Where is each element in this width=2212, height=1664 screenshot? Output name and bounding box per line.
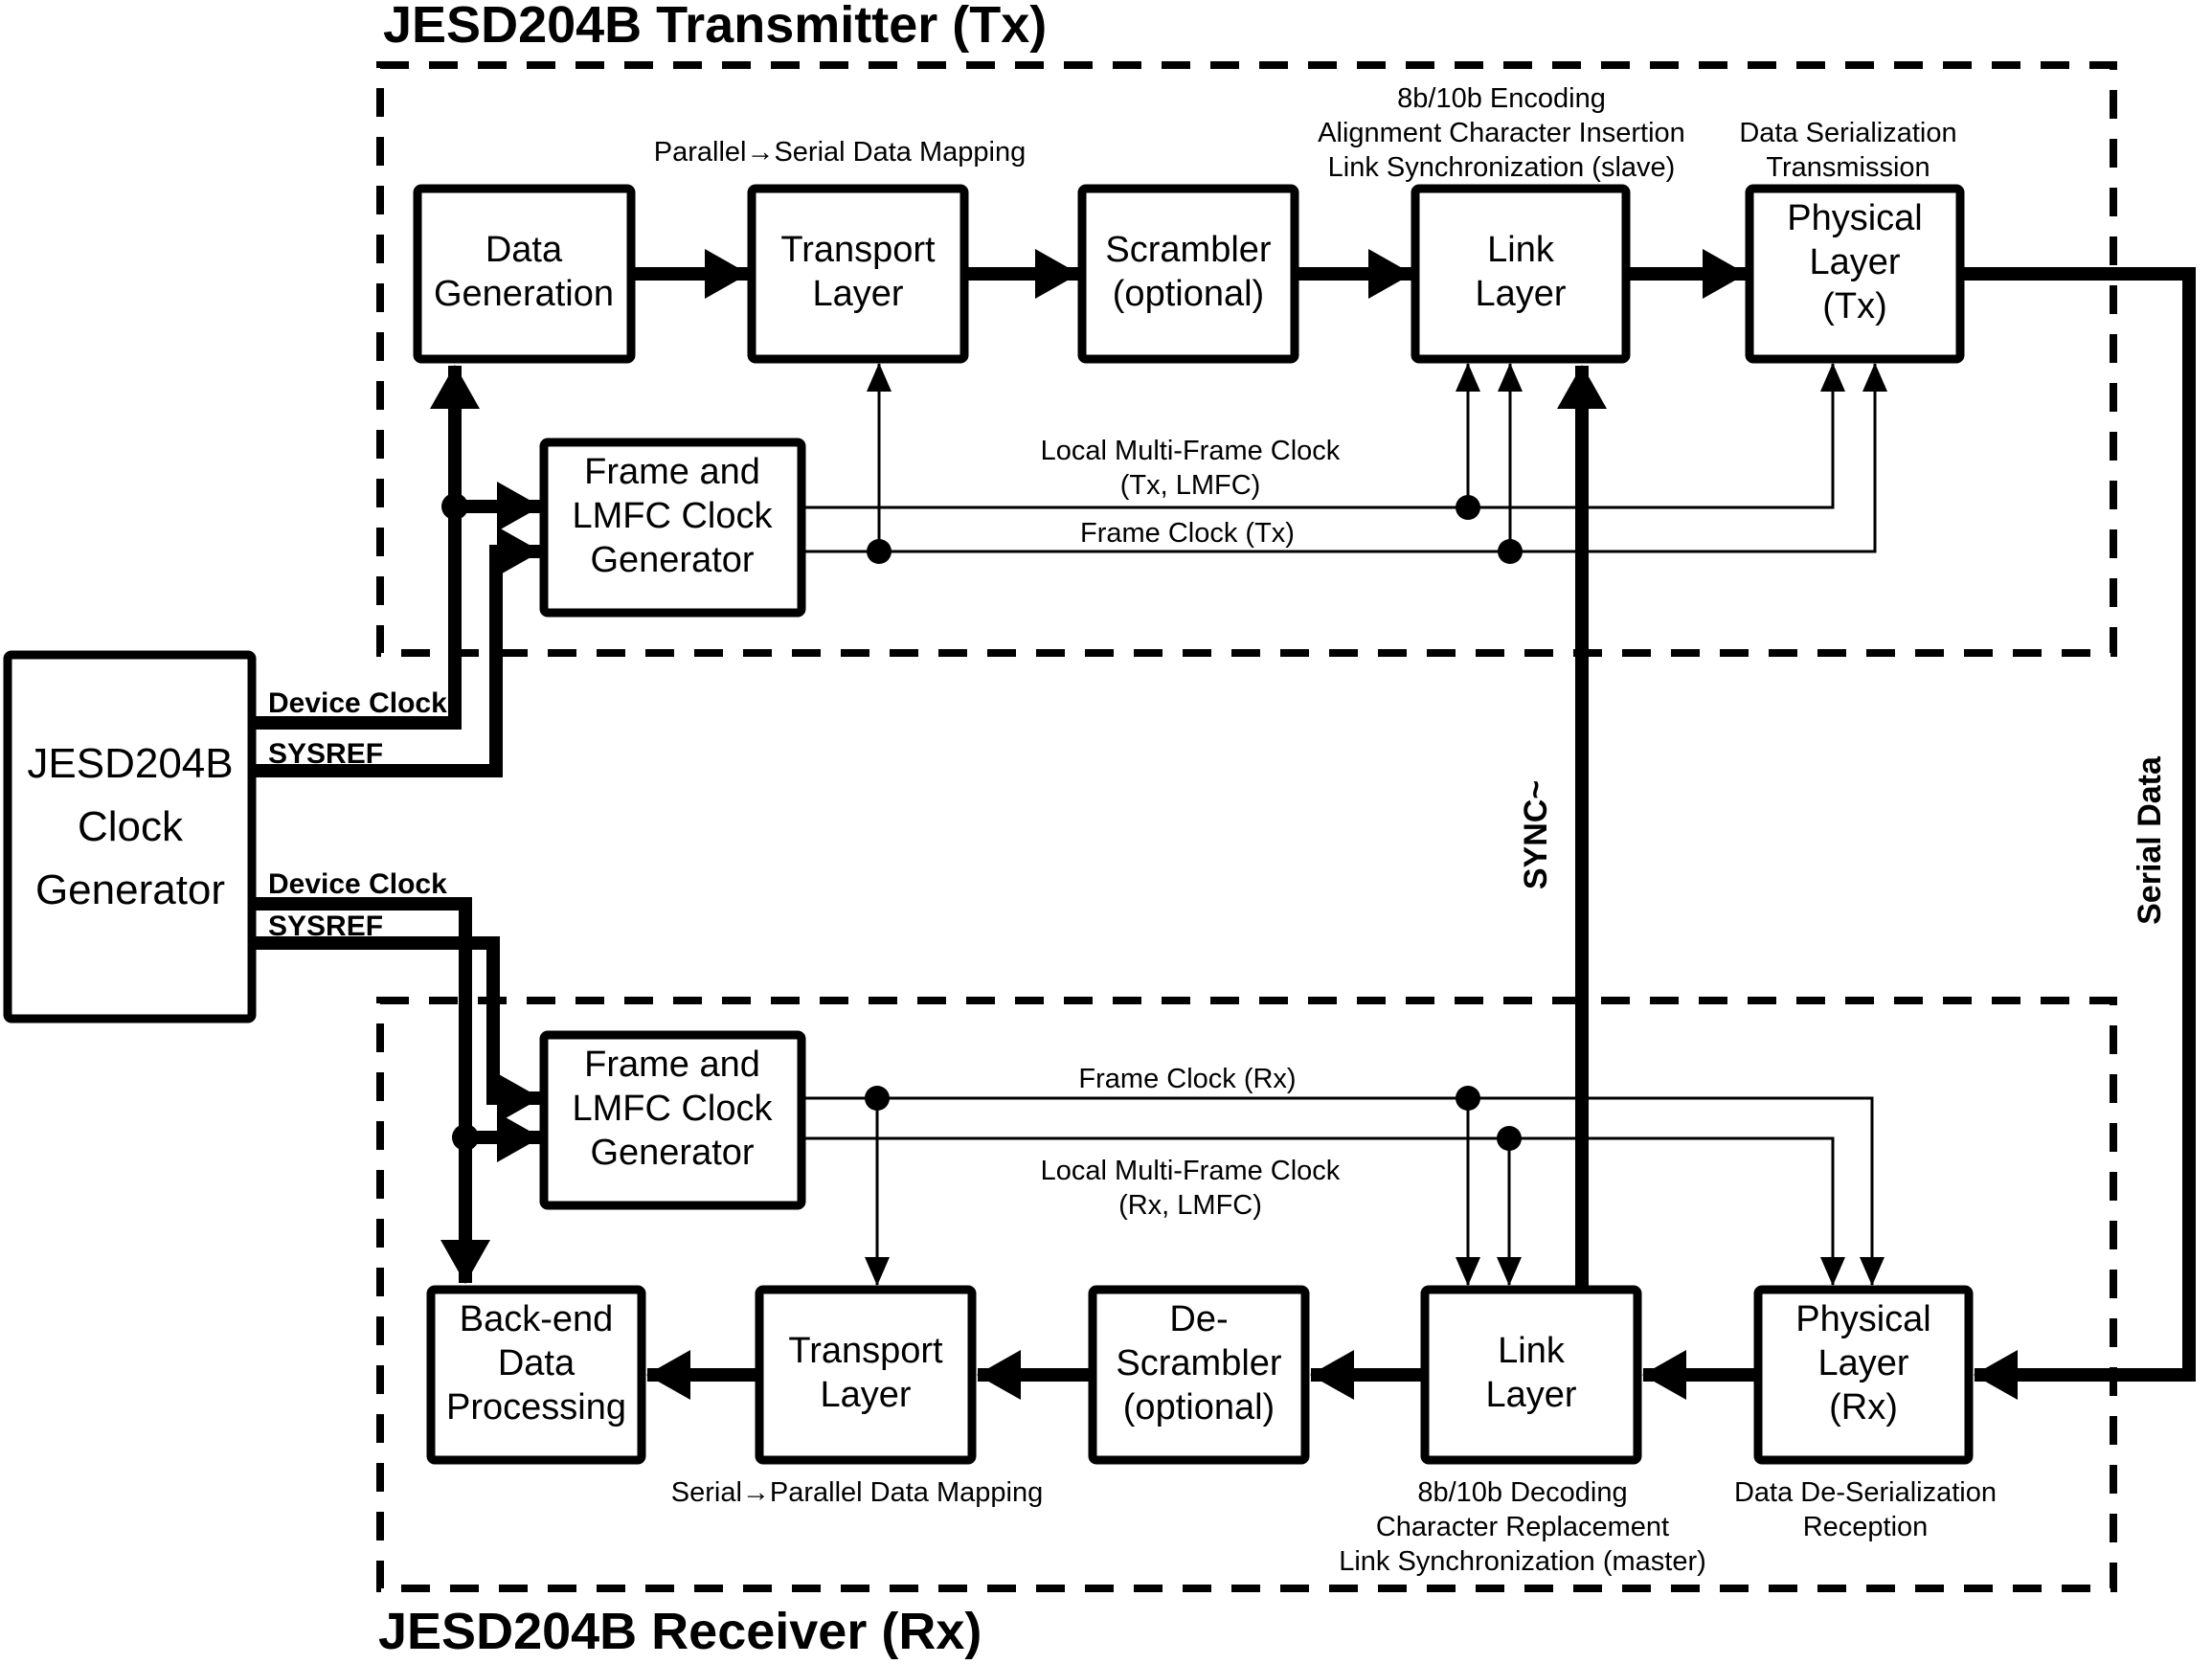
tx-frame-lmfc-generator-label: Frame and: [584, 452, 760, 492]
rx-transport-layer-label: Layer: [820, 1375, 912, 1415]
tx-device-clock-line: [252, 366, 455, 723]
tx-physical-layer-box: [1749, 189, 1960, 359]
rx-descrambler-label: (optional): [1122, 1387, 1275, 1428]
rx-backend-label: Data: [497, 1343, 576, 1383]
rx-descrambler-box: [1093, 1290, 1305, 1460]
tx-link-layer-box: [1415, 189, 1626, 359]
rx-physical-layer-label: Layer: [1817, 1343, 1909, 1383]
rx-descrambler-label: De-: [1169, 1299, 1229, 1339]
rx-physical-layer-label: (Rx): [1829, 1387, 1898, 1428]
rx-descrambler-label: Scrambler: [1116, 1343, 1282, 1383]
tx-frame-lmfc-generator-label: Generator: [590, 540, 755, 580]
rx-lmfc-label: Local Multi-Frame Clock: [1040, 1156, 1341, 1186]
rx-backend-box: [431, 1290, 642, 1460]
junction-tx-lmfc-link: [1456, 495, 1480, 520]
rx-transport-layer-label: Transport: [788, 1331, 943, 1371]
tx-physical-annotation: Data Serialization: [1739, 118, 1957, 148]
rx-transport-annotation: Serial→Parallel Data Mapping: [670, 1477, 1044, 1508]
tx-link-annotation: 8b/10b Encoding: [1397, 83, 1606, 114]
clock-generator-label: Clock: [77, 803, 184, 850]
tx-title: JESD204B Transmitter (Tx): [383, 0, 1048, 54]
rx-link-annotation: 8b/10b Decoding: [1417, 1477, 1628, 1508]
tx-frame-lmfc-generator-box: [544, 442, 801, 613]
rx-backend-label: Processing: [446, 1387, 626, 1428]
tx-scrambler-label: Scrambler: [1105, 230, 1272, 270]
rx-device-clock-line: [252, 904, 465, 1283]
rx-title: JESD204B Receiver (Rx): [378, 1603, 982, 1660]
tx-device-clock-label: Device Clock: [268, 687, 447, 719]
rx-frame-lmfc-generator-label: Generator: [590, 1133, 755, 1173]
rx-frame-clock-label: Frame Clock (Rx): [1078, 1064, 1297, 1094]
tx-data-generation-label: Data: [485, 230, 563, 270]
tx-physical-layer-label: (Tx): [1822, 286, 1887, 326]
rx-backend-label: Back-end: [459, 1299, 614, 1339]
rx-physical-annotation: Data De-Serialization: [1733, 1477, 1998, 1508]
rx-link-annotation: Link Synchronization (master): [1339, 1546, 1706, 1577]
junction-rx-device-clock: [452, 1124, 479, 1151]
rx-sysref-line: [252, 943, 540, 1098]
tx-lmfc-label: (Tx, LMFC): [1119, 470, 1261, 501]
rx-physical-layer-box: [1758, 1290, 1969, 1460]
tx-lmfc-label: Local Multi-Frame Clock: [1040, 436, 1341, 466]
tx-transport-layer-label: Layer: [812, 274, 904, 314]
rx-link-annotation: Character Replacement: [1375, 1512, 1670, 1542]
tx-physical-layer-label: Physical: [1787, 198, 1923, 238]
junction-rx-frame-transport: [865, 1086, 890, 1111]
tx-physical-annotation: Transmission: [1766, 152, 1930, 183]
rx-physical-layer-label: Physical: [1795, 1299, 1931, 1339]
rx-link-layer-box: [1425, 1290, 1637, 1460]
junction-tx-device-clock: [441, 493, 468, 520]
junction-tx-frame-link: [1498, 539, 1523, 564]
junction-rx-lmfc-link: [1497, 1126, 1522, 1151]
tx-data-generation-label: Generation: [433, 274, 615, 314]
rx-frame-lmfc-generator-label: Frame and: [584, 1045, 760, 1085]
tx-sysref-label: SYSREF: [268, 738, 384, 770]
tx-data-generation-box: [418, 189, 631, 359]
clock-generator-label: Generator: [34, 866, 226, 913]
junction-rx-frame-link: [1456, 1086, 1480, 1111]
tx-scrambler-box: [1082, 189, 1295, 359]
sync-label: SYNC~: [1518, 779, 1554, 890]
tx-scrambler-label: (optional): [1112, 274, 1265, 314]
clock-generator-label: JESD204B: [27, 740, 234, 787]
tx-frame-clock-label: Frame Clock (Tx): [1080, 518, 1295, 549]
rx-transport-layer-box: [759, 1290, 972, 1460]
tx-link-layer-label: Layer: [1475, 274, 1567, 314]
clock-generator-box: [8, 655, 252, 1019]
tx-transport-layer-label: Transport: [780, 230, 936, 270]
rx-frame-clock-line: [797, 1098, 1872, 1285]
junction-tx-frame-transport: [867, 539, 892, 564]
rx-physical-annotation: Reception: [1802, 1512, 1929, 1542]
rx-sysref-label: SYSREF: [268, 911, 384, 942]
tx-link-annotation: Alignment Character Insertion: [1318, 118, 1685, 148]
tx-link-annotation: Link Synchronization (slave): [1327, 152, 1676, 183]
tx-transport-annotation: Parallel→Serial Data Mapping: [653, 137, 1027, 168]
rx-link-layer-label: Layer: [1485, 1375, 1577, 1415]
rx-lmfc-label: (Rx, LMFC): [1118, 1190, 1262, 1221]
tx-frame-lmfc-generator-label: LMFC Clock: [572, 496, 773, 536]
serial-data-label: Serial Data: [2132, 756, 2168, 925]
rx-device-clock-label: Device Clock: [268, 868, 447, 900]
tx-physical-layer-label: Layer: [1809, 242, 1901, 282]
tx-transport-layer-box: [752, 189, 964, 359]
rx-frame-lmfc-generator-box: [544, 1035, 801, 1205]
tx-link-layer-label: Link: [1487, 230, 1554, 270]
rx-frame-lmfc-generator-label: LMFC Clock: [572, 1089, 773, 1129]
rx-link-layer-label: Link: [1498, 1331, 1565, 1371]
